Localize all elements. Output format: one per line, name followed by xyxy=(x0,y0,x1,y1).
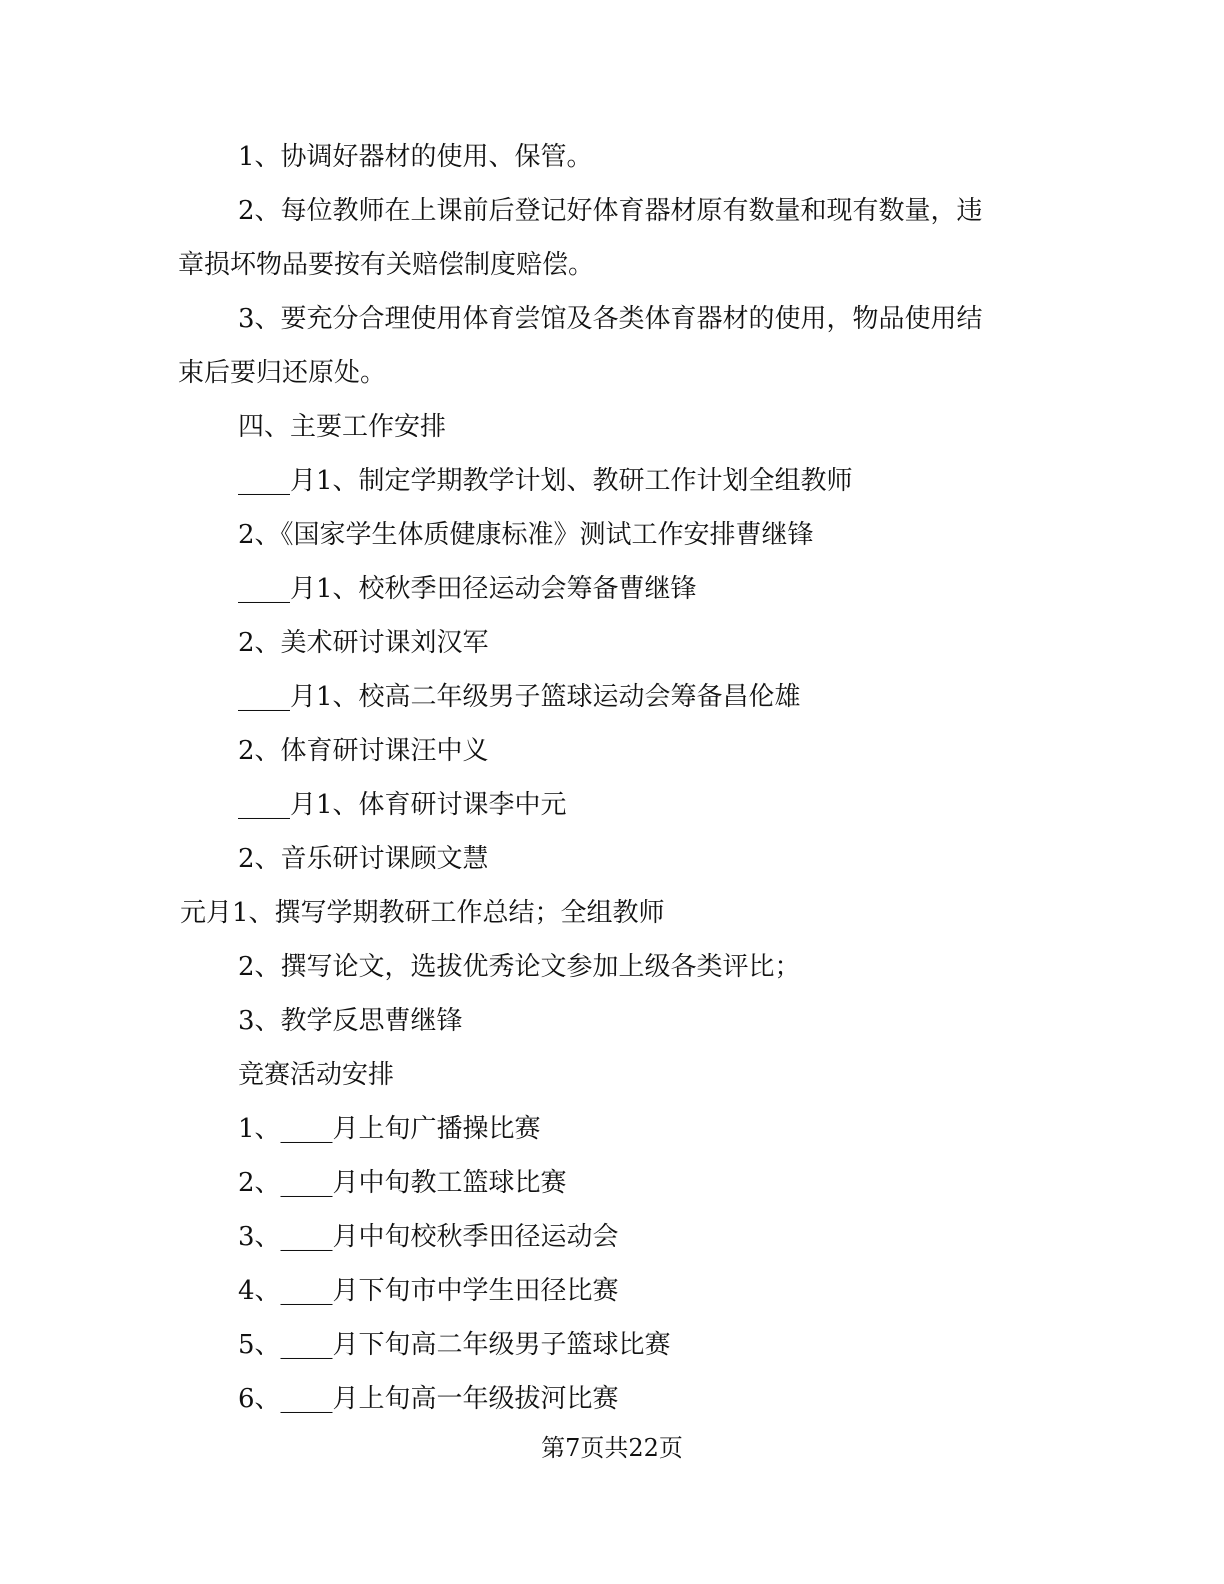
paragraph-line: 1、协调好器材的使用、保管。 xyxy=(238,142,593,172)
competition-item: 5、____月下旬高二年级男子篮球比赛 xyxy=(238,1330,671,1360)
competition-item: 6、____月上旬高一年级拔河比赛 xyxy=(238,1384,619,1414)
schedule-item: ____月1、体育研讨课李中元 xyxy=(238,790,567,820)
paragraph-line: 束后要归还原处。 xyxy=(178,358,387,388)
schedule-item: 元月1、撰写学期教研工作总结；全组教师 xyxy=(180,898,665,928)
schedule-item: 2、《国家学生体质健康标准》测试工作安排曹继锋 xyxy=(238,520,814,550)
paragraph-line: 2、每位教师在上课前后登记好体育器材原有数量和现有数量，违 xyxy=(238,196,983,226)
page-number-footer: 第7页共22页 xyxy=(541,1434,683,1462)
competition-item: 1、____月上旬广播操比赛 xyxy=(238,1114,541,1144)
competition-item: 2、____月中旬教工篮球比赛 xyxy=(238,1168,567,1198)
page-body xyxy=(178,130,1038,1426)
schedule-item: 2、美术研讨课刘汉军 xyxy=(238,628,489,658)
schedule-item: ____月1、制定学期教学计划、教研工作计划全组教师 xyxy=(238,466,853,496)
schedule-item: ____月1、校高二年级男子篮球运动会筹备昌伦雄 xyxy=(238,682,801,712)
section-heading: 竞赛活动安排 xyxy=(238,1060,395,1090)
paragraph-line: 章损坏物品要按有关赔偿制度赔偿。 xyxy=(178,250,595,280)
schedule-item: 2、体育研讨课汪中义 xyxy=(238,736,489,766)
competition-item: 3、____月中旬校秋季田径运动会 xyxy=(238,1222,619,1252)
competition-item: 4、____月下旬市中学生田径比赛 xyxy=(238,1276,619,1306)
section-heading: 四、主要工作安排 xyxy=(238,412,447,442)
schedule-item: ____月1、校秋季田径运动会筹备曹继锋 xyxy=(238,574,697,604)
paragraph-line: 3、要充分合理使用体育尝馆及各类体育器材的使用，物品使用结 xyxy=(238,304,983,334)
schedule-item: 2、音乐研讨课顾文慧 xyxy=(238,844,489,874)
schedule-item: 2、撰写论文，选拔优秀论文参加上级各类评比； xyxy=(238,952,801,982)
schedule-item: 3、教学反思曹继锋 xyxy=(238,1006,463,1036)
